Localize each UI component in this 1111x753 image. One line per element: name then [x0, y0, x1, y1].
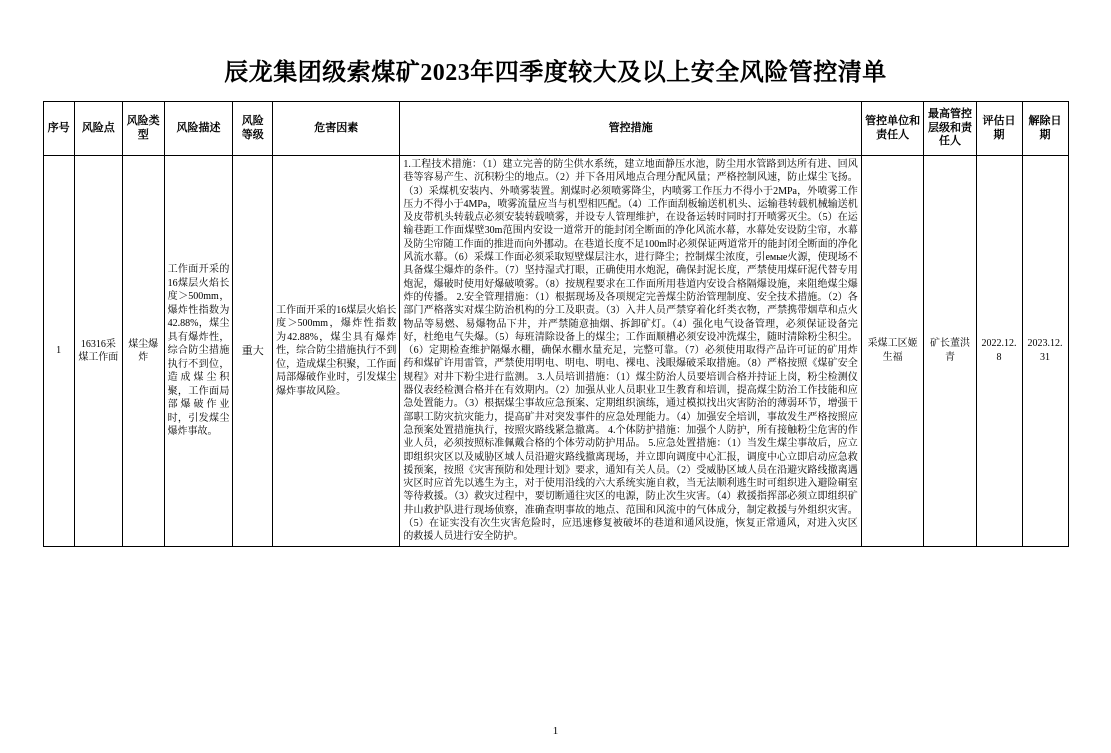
cell-top-level-responsible	[924, 156, 976, 547]
col-header-risk-point: 风险点	[74, 102, 122, 156]
cell-release-date	[1022, 156, 1068, 547]
release-date-text: 2023.12.31	[1027, 338, 1063, 363]
table-row	[43, 156, 1068, 547]
cell-control-measures	[400, 156, 861, 547]
cell-control-unit	[861, 156, 924, 547]
cell-risk-type: 煤尘爆炸	[122, 156, 164, 547]
cell-risk-description	[164, 156, 233, 547]
col-header-release-date: 解除日期	[1022, 102, 1068, 156]
hazard-factors-text: 工作面开采的16煤层火焰长度＞500mm，爆炸性指数为42.88%，煤尘具有爆炸性，综合防尘措施执行不到位，造成煤尘积聚，工作面局部爆破作业时，引发煤尘爆炸事故风险。	[276, 304, 397, 397]
cell-hazard-factors	[273, 156, 400, 547]
page-number: 1	[552, 725, 559, 737]
control-measures-text: 1.工程技术措施：（1）建立完善的防尘供水系统，建立地面静压水池，防尘用水管路到达所有进、回风巷等容易产生、沉积粉尘的地点。（2）并下各用风地点合理分配风量；严格控制风速，防止煤尘飞扬。（3）采煤机安装内、外喷雾装置。割煤时必须喷雾降尘，内喷雾工作压力不得小于2MPa，外喷雾工作压力不得小于4MPa，喷雾流量应当与机型相匹配。（4）工作面刮板输送机机头、运输巷转载机械输送机及皮带机头转载点必须安装转载喷雾，并设专人管理维护，在设备运转时同时打开喷雾灭尘。（5）在运输巷距工作面煤壁30m范围内安设一道常开的能封闭全断面的净化风流水幕，水幕处安设防尘帘，水幕及防尘帘随工作面的推进而向外挪动。在巷道长度不足100m时必须保证两道常开的能封闭全断面的净化风流水幕。（6）采煤工作面必须采取短壁煤层注水，进行降尘；控制煤尘浓度，引емые火源，使现场不具备煤尘爆炸的条件。（7）坚持湿式打眼，正确使用水炮泥，确保封泥长度，严禁使用煤矸泥代替专用炮泥，爆破时使用好爆破喷雾。（8）按规程要求在工作面所用巷道内安设合格隔爆设施，来阻绝煤尘爆炸的传播。 2.安全管理措施：（1）根据现场及各项规定完善煤尘防治管理制度、安全技术措施。（2）各部门严格落实对煤尘防治机构的分工及职责。（3）入井人员严禁穿着化纤类衣物，严禁携带烟草和点火物品等易燃、易爆物品下井，并严禁随意抽烟、拆卸矿灯。（4）强化电气设备管理，必须保证设备完好，杜绝电气失爆。（5）每班清除设备上的煤尘；工作面顺槽必须安设冲洗煤尘，随时清除粉尘积尘。（6）定期检查维护隔爆水棚，确保水棚水量充足，完整可靠。（7）必须使用取得产品许可证的矿用炸药和煤矿许用雷管，严禁使用明电、明电、明电、裸电、浅眼爆破采取措施。（8）严格按照《煤矿安全规程》对井下粉尘进行监测。 3.人员培训措施：（1）煤尘防治人员要培训合格并持证上岗，粉尘检测仪器仪表经检测合格并在有效期内。（2）加强从业人员职业卫生教育和培训，提高煤尘防治工作技能和应急处置能力。（3）根据煤尘事故应急预案、定期组织演练，通过模拟找出灾害防治的薄弱环节，增强干部职工防灾抗灾能力，提高矿井对突发事件的应急处理能力。（4）加强安全培训，事故发生严格按照应急预案处置措施执行，按照灾路线紧急撤离。 4.个体防护措施：加强个人防护，所有接触粉尘危害的作业人员，必须按照标准佩戴合格的个体劳动防护用品。 5.应急处置措施：（1）当发生煤尘事故后，应立即组织灾区以及威胁区域人员沿避灾路线撤离现场，并立即向调度中心汇报，调度中心立即启动应急救援预案，按照《灾害预防和处理计划》要求，通知有关人员。（2）受威胁区域人员在沿避灾路线撤离遇灾区时应首先以逃生为主，对于使用沿线的六大系统实施自救，当无法顺利逃生时可组织进入避险硐室等待救援。（3）救灾过程中，要切断通往灾区的电源，防止次生灾害。（4）救援指挥部必须立即组织矿井山救护队进行现场侦察，准确查明事故的地点、范围和风流中的气体成分，制定救援与外组织灾害。（5）在证实没有次生灾害危险时，应迅速修复被破坏的巷道和通风设施，恢复正常通风，对进入灾区的救援人员进行安全防护。	[403, 159, 858, 543]
col-header-risk-description: 风险描述	[164, 102, 233, 156]
col-header-risk-type: 风险类型	[122, 102, 164, 156]
col-header-control-unit: 管控单位和责任人	[861, 102, 924, 156]
top-level-text: 矿长董洪青	[929, 338, 970, 363]
table-header-row	[43, 102, 1068, 156]
col-header-seq: 序号	[43, 102, 74, 156]
risk-control-table	[43, 101, 1069, 547]
cell-risk-point: 16316采煤工作面	[74, 156, 122, 547]
risk-level-text: 重大	[241, 344, 264, 357]
col-header-hazard-factors: 危害因素	[273, 102, 400, 156]
cell-seq: 1	[43, 156, 74, 547]
cell-assess-date	[976, 156, 1022, 547]
col-header-risk-level: 风险等级	[233, 102, 273, 156]
control-unit-text: 采煤工区姬生福	[867, 338, 918, 363]
page-title: 辰龙集团级索煤矿2023年四季度较大及以上安全风险管控清单	[224, 60, 887, 86]
col-header-control-measures: 管控措施	[400, 102, 861, 156]
col-header-assess-date: 评估日期	[976, 102, 1022, 156]
assess-date-text: 2022.12.8	[981, 338, 1017, 363]
risk-description-text: 工作面开采的16煤层火焰长度＞500mm，爆炸性指数为42.88%，煤尘具有爆炸性，综合防尘措施执行不到位，造成煤尘积聚，工作面局部爆破作业时，引发煤尘爆炸事故。	[167, 264, 230, 438]
col-header-top-level: 最高管控层级和责任人	[924, 102, 976, 156]
cell-risk-level	[233, 156, 273, 547]
